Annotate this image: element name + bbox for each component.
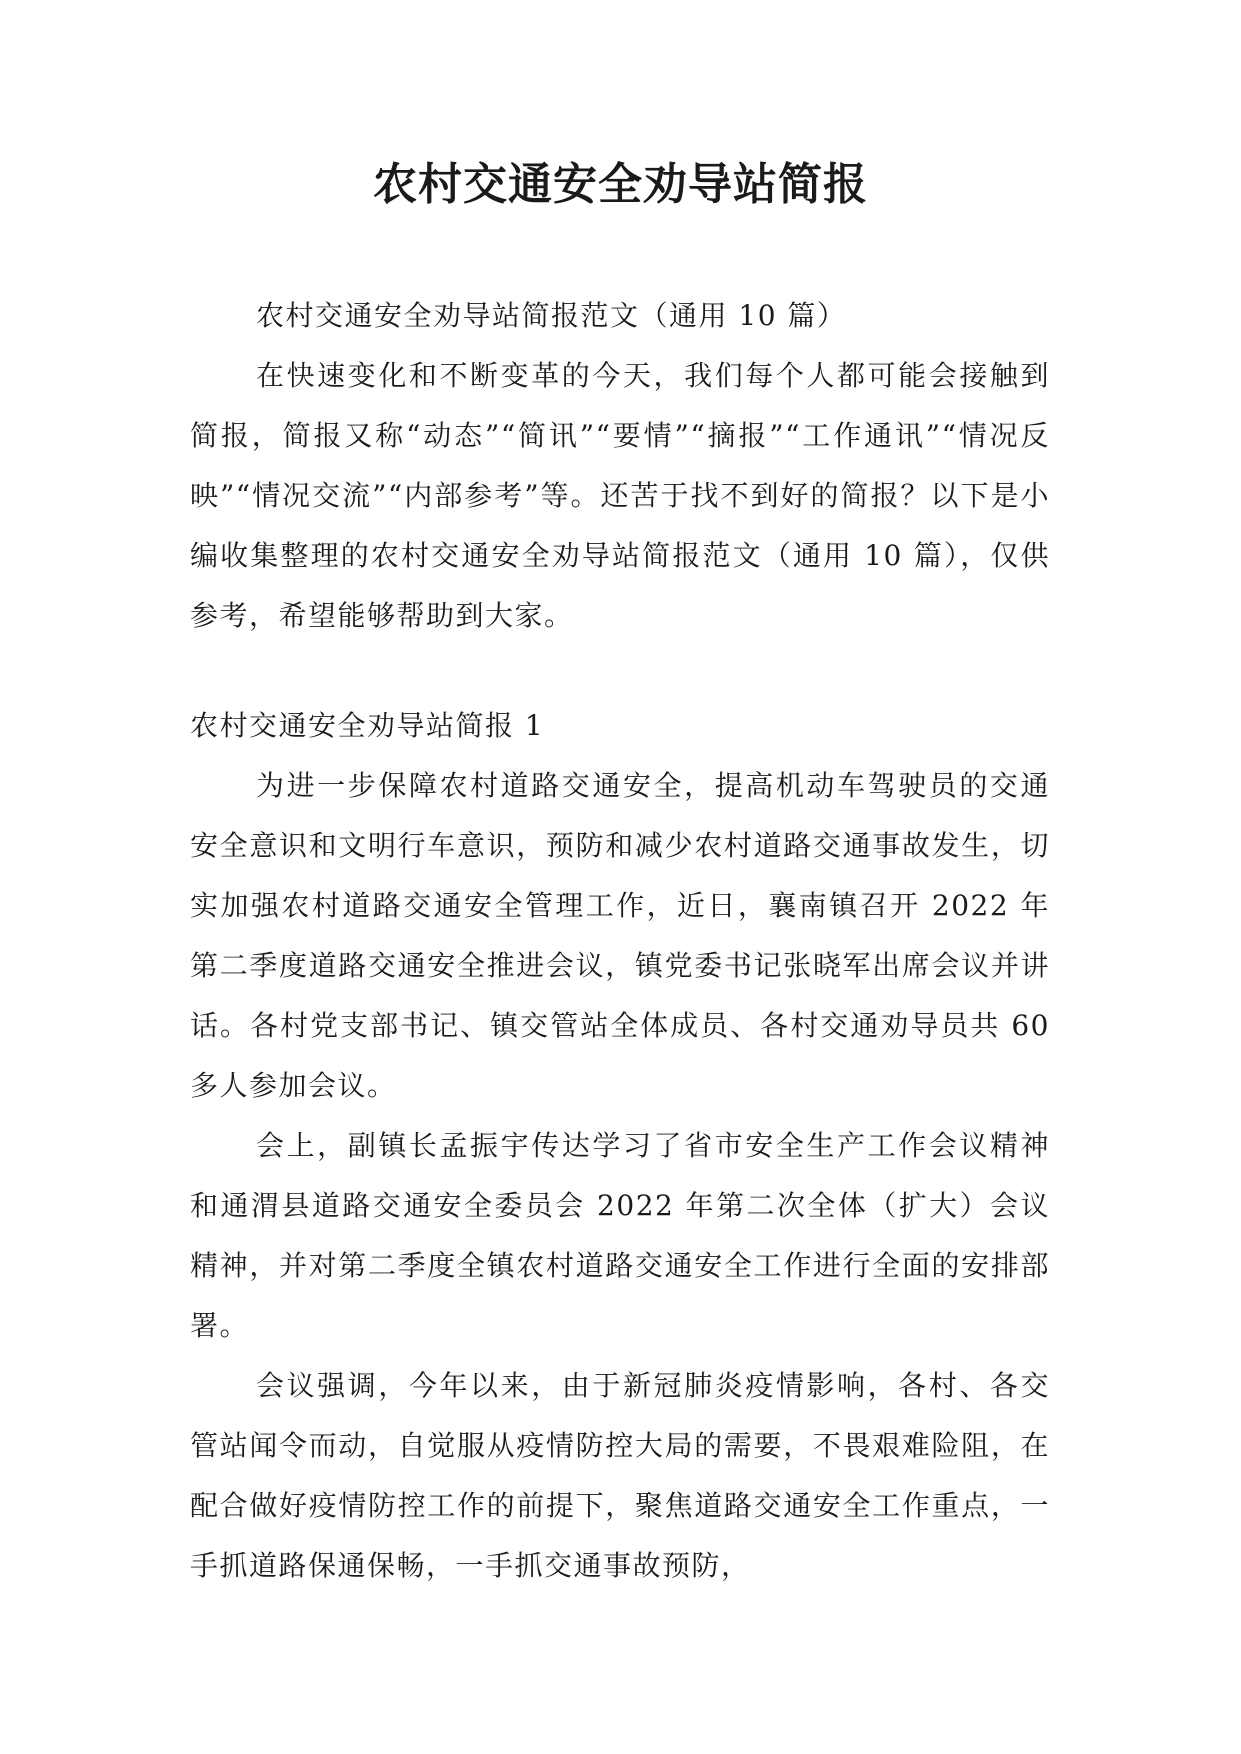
document-subtitle: 农村交通安全劝导站简报范文（通用 10 篇） (256, 299, 847, 332)
body-paragraph: 为进一步保障农村道路交通安全，提高机动车驾驶员的交通安全意识和文明行车意识，预防和减少农村道路交通事故发生，切实加强农村道路交通安全管理工作，近日，襄南镇召开 2022 年第二季度道路交通安全推进会议，镇党委书记张晓军出席会议并讲话。各村党支部书记、镇交管站全体成员、各村交通劝导员共 60 多人参加会议。 (190, 769, 1050, 1102)
document-title: 农村交通安全劝导站简报 (373, 159, 868, 210)
body-paragraph: 会上，副镇长孟振宇传达学习了省市安全生产工作会议精神和通渭县道路交通安全委员会 2022 年第二次全体（扩大）会议精神，并对第二季度全镇农村道路交通安全工作进行全面的安排部署。 (190, 1129, 1050, 1342)
intro-paragraph: 在快速变化和不断变革的今天，我们每个人都可能会接触到简报，简报又称“动态”“简讯”“要情”“摘报”“工作通讯”“情况反映”“情况交流”“内部参考”等。还苦于找不到好的简报？以下是小编收集整理的农村交通安全劝导站简报范文（通用 10 篇），仅供参考，希望能够帮助到大家。 (190, 359, 1050, 632)
section-heading: 农村交通安全劝导站简报 1 (190, 709, 545, 742)
body-paragraph: 会议强调，今年以来，由于新冠肺炎疫情影响，各村、各交管站闻令而动，自觉服从疫情防控大局的需要，不畏艰难险阻，在配合做好疫情防控工作的前提下，聚焦道路交通安全工作重点，一手抓道路保通保畅，一手抓交通事故预防， (190, 1369, 1050, 1582)
